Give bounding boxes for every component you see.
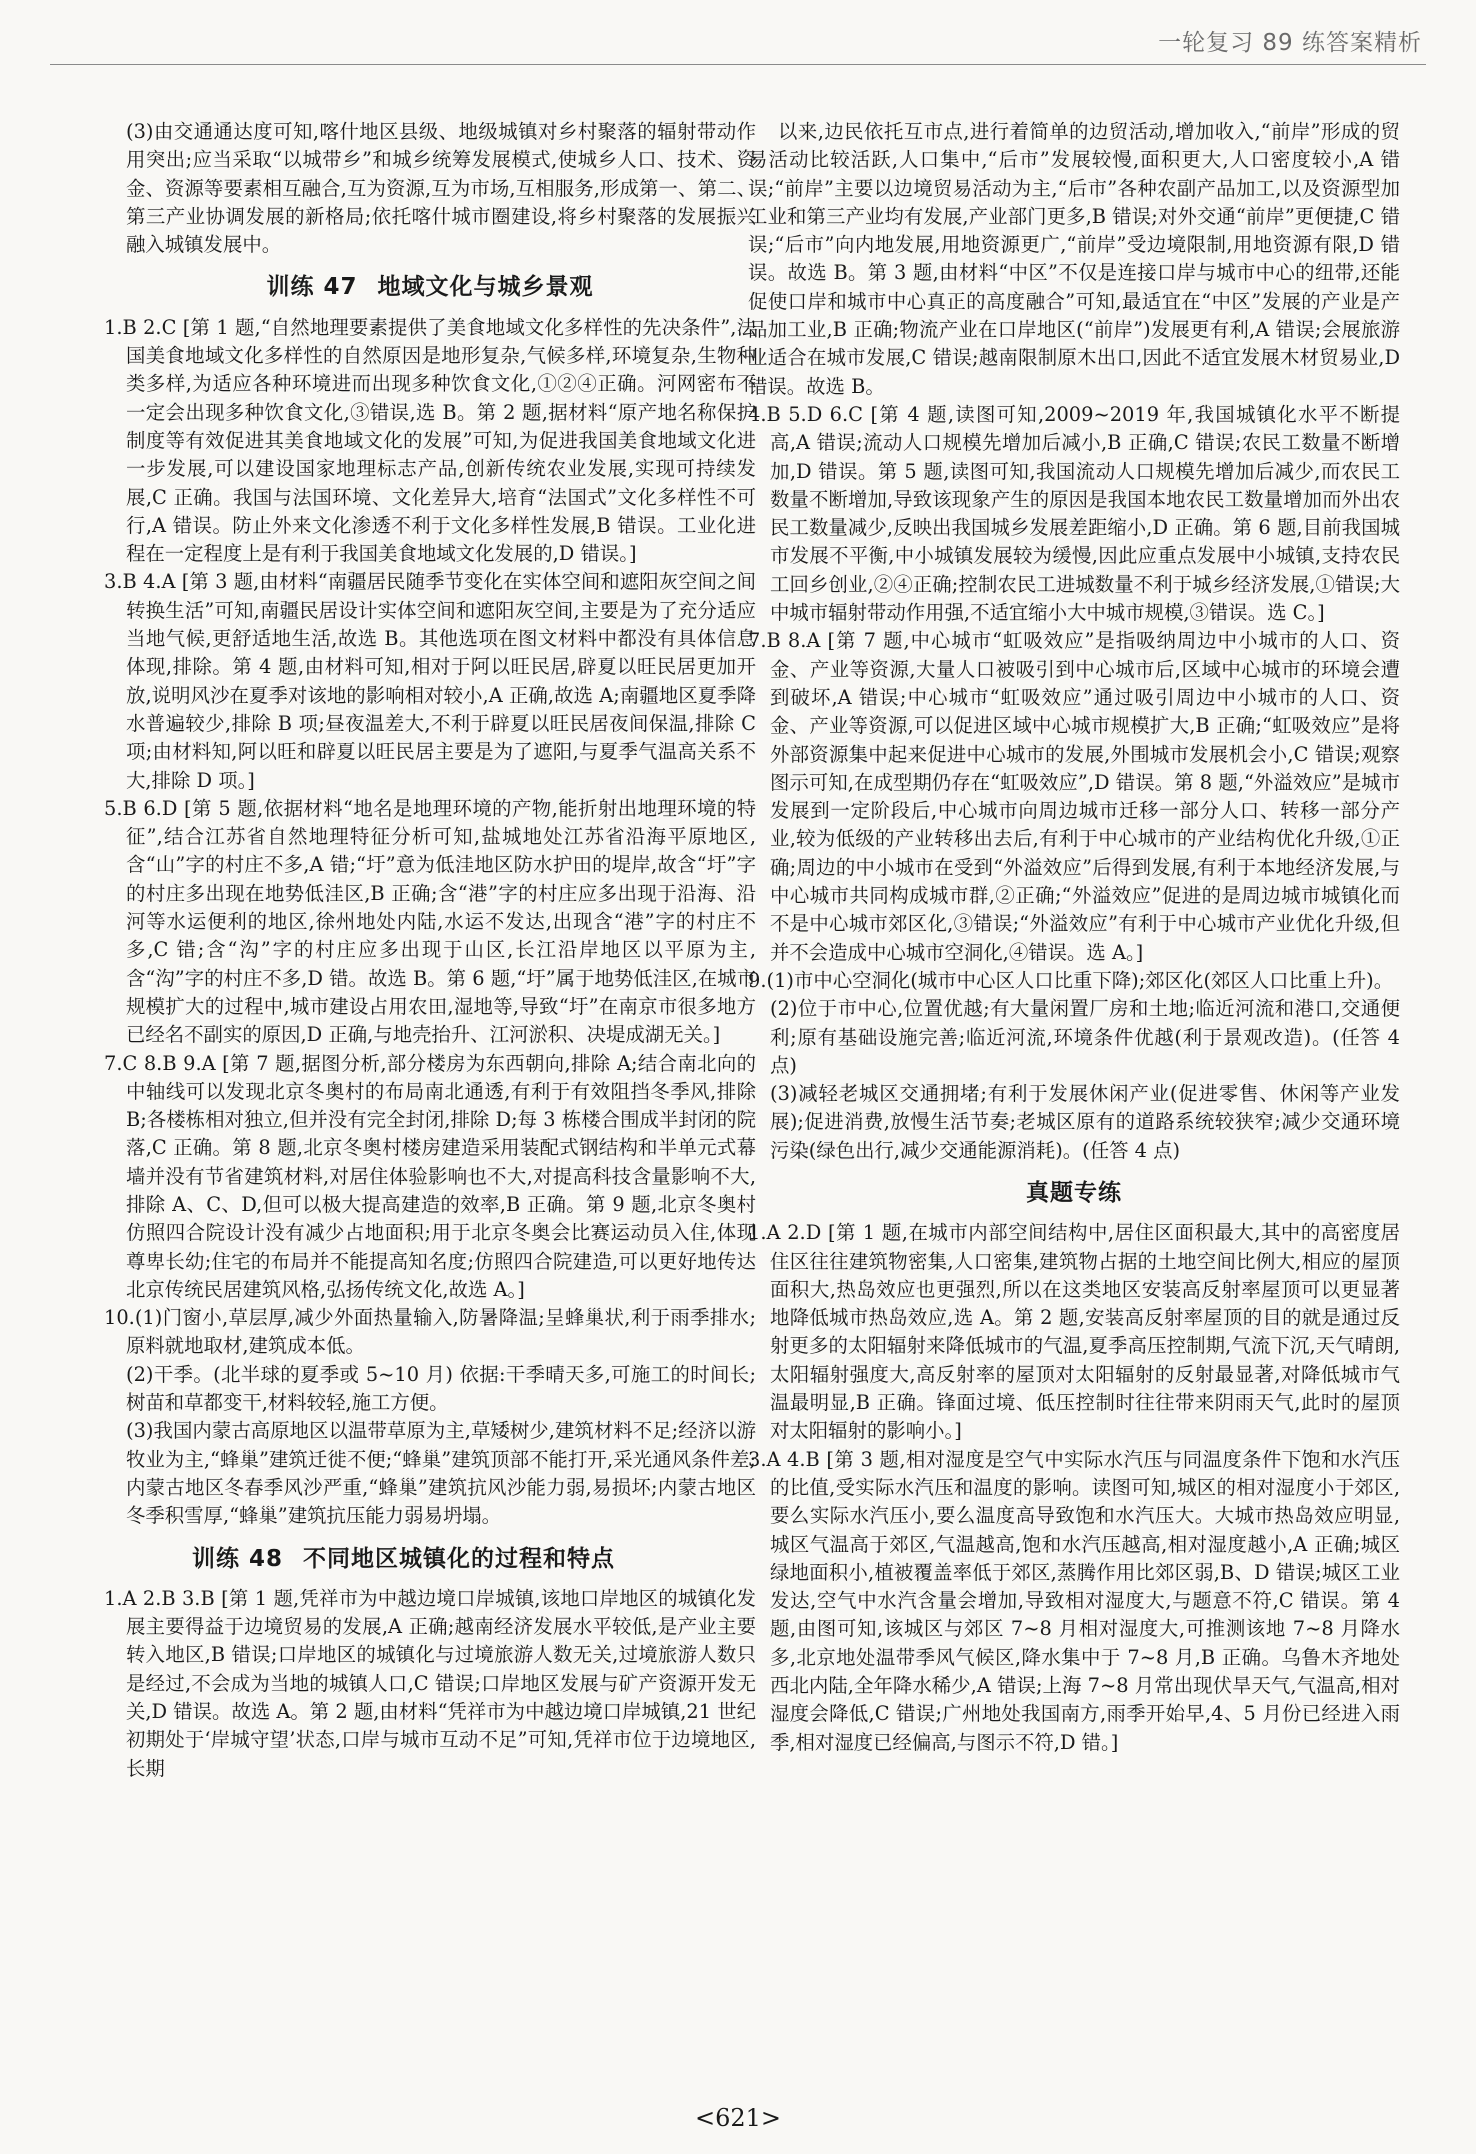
answer-paragraph: (2)位于市中心,位置优越;有大量闲置厂房和土地;临近河流和港口,交通便利;原有基础设施完善;临近河流,环境条件优越(利于景观改造)。(任答 4 点) bbox=[770, 997, 1400, 1077]
answer-paragraph: 9.(1)市中心空洞化(城市中心区人口比重下降);郊区化(郊区人口比重上升)。 bbox=[748, 968, 1394, 992]
section-number: 训练 47 bbox=[266, 274, 358, 301]
running-header: 一轮复习 89 练答案精析 bbox=[1158, 30, 1422, 56]
page-number: <621> bbox=[694, 2104, 782, 2132]
answer-paragraph: 以来,边民依托互市点,进行着简单的边贸活动,增加收入,“前岸”形成的贸易活动比较活跃,人口集中,“后市”发展较慢,面积更大,人口密度较小,A 错误;“前岸”主要以边境贸易活动为主,“后市”各种农副产品加工,以及资源型加工业和第三产业均有发展,产业部门更多,B 错误;对外交通“前岸”更便捷,C 错误;“后市”向内地发展,用地资源更广,“前岸”受边境限制,用地资源有限,D 错误。故选 B。第 3 题,由材料“中区”不仅是连接口岸与城市中心的纽带,还能促使口岸和城市中心真正的高度融合”可知,最适宜在“中区”发展的产业是产品加工业,B 正确;物流产业在口岸地区(“前岸”)发展更有利,A 错误;会展旅游业适合在城市发展,C 错误;越南限制原木出口,因此不适宜发展木材贸易业,D 错误。故选 B。 bbox=[748, 120, 1400, 398]
section-title: 真题专练 bbox=[1026, 1179, 1122, 1206]
answer-paragraph: 3.A 4.B [第 3 题,相对湿度是空气中实际水汽压与同温度条件下饱和水汽压的比值,受实际水汽压和温度的影响。读图可知,城区的相对湿度小于郊区,要么实际水汽压小,要么温度高导致饱和水汽压大。大城市热岛效应明显,城区气温高于郊区,气温越高,饱和水汽压越高,相对湿度越小,A 正确;城区绿地面积小,植被覆盖率低于郊区,蒸腾作用比郊区弱,B、D 错误;城区工业发达,空气中水汽含量会增加,导致相对湿度大,与题意不符,C 错误。第 4 题,由图可知,该城区与郊区 7~8 月相对湿度大,可推测该地 7~8 月降水多,北京地处温带季风气候区,降水集中于 7~8 月,B 正确。乌鲁木齐地处西北内陆,全年降水稀少,A 错误;上海 7~8 月常出现伏旱天气,气温高,相对湿度会降低,C 错误;广州地处我国南方,雨季开始早,4、5 月份已经进入雨季,相对湿度已经偏高,与图示不符,D 错。] bbox=[748, 1447, 1400, 1754]
answer-paragraph: (3)由交通通达度可知,喀什地区县级、地级城镇对乡村聚落的辐射带动作用突出;应当采取“以城带乡”和城乡统筹发展模式,使城乡人口、技术、资金、资源等要素相互融合,互为资源,互为市场,互相服务,形成第一、第二、第三产业协调发展的新格局;依托喀什城市圈建设,将乡村聚落的发展振兴融入城镇发展中。 bbox=[126, 120, 756, 257]
answer-paragraph: 7.C 8.B 9.A [第 7 题,据图分析,部分楼房为东西朝向,排除 A;结合南北向的中轴线可以发现北京冬奥村的布局南北通透,有利于有效阻挡冬季风,排除 B;各楼栋相对独立,但并没有完全封闭,排除 D;每 3 栋楼合围成半封闭的院落,C 正确。第 8 题,北京冬奥村楼房建造采用装配式钢结构和半单元式幕墙并没有节省建筑材料,对居住体验影响也不大,对提高科技含量影响不大,排除 A、C、D,但可以极大提高建造的效率,B 正确。第 9 题,北京冬奥村仿照四合院设计没有减少占地面积;用于北京冬奥会比赛运动员入住,体现尊卑长幼;住宅的布局并不能提高知名度;仿照四合院建造,可以更好地传达北京传统民居建筑风格,弘扬传统文化,故选 A。] bbox=[104, 1051, 756, 1301]
left-column bbox=[104, 118, 756, 1783]
answer-paragraph: 5.B 6.D [第 5 题,依据材料“地名是地理环境的产物,能折射出地理环境的特征”,结合江苏省自然地理特征分析可知,盐城地处江苏省沿海平原地区,含“山”字的村庄不多,A 错;“圩”意为低洼地区防水护田的堤岸,故含“圩”字的村庄多出现在地势低洼区,B 正确;含“港”字的村庄应多出现于沿海、沿河等水运便利的地区,徐州地处内陆,水运不发达,出现含“港”字的村庄不多,C 错;含“沟”字的村庄应多出现于山区,长江沿岸地区以平原为主,含“沟”字的村庄不多,D 错。故选 B。第 6 题,“圩”属于地势低洼区,在城市规模扩大的过程中,城市建设占用农田,湿地等,导致“圩”在南京市很多地方已经名不副实的原因,D 正确,与地壳抬升、江河淤积、决堤成湖无关。] bbox=[104, 796, 756, 1047]
answer-paragraph: 1.A 2.D [第 1 题,在城市内部空间结构中,居住区面积最大,其中的高密度居住区往往建筑物密集,人口密集,建筑物占据的土地空间比例大,相应的屋顶面积大,热岛效应也更强烈,所以在这类地区安装高反射率屋顶可以更显著地降低城市热岛效应,选 A。第 2 题,安装高反射率屋顶的目的就是通过反射更多的太阳辐射来降低城市的气温,夏季高压控制期,气流下沉,天气晴朗,太阳辐射强度大,高反射率的屋顶对太阳辐射的反射最显著,对降低城市气温最明显,B 正确。锋面过境、低压控制时往往带来阴雨天气,此时的屋顶对太阳辐射的影响小。] bbox=[748, 1221, 1400, 1443]
section-heading bbox=[748, 1179, 1400, 1207]
answer-paragraph: 7.B 8.A [第 7 题,中心城市“虹吸效应”是指吸纳周边中小城市的人口、资金、产业等资源,大量人口被吸引到中心城市后,区域中心城市的环境会遭到破坏,A 错误;中心城市“虹吸效应”通过吸引周边中小城市的人口、资金、产业等资源,可以促进区域中心城市规模扩大,B 正确;“虹吸效应”是将外部资源集中起来促进中心城市的发展,外围城市发展机会小,C 错误;观察图示可知,在成型期仍存在“虹吸效应”,D 错误。第 8 题,“外溢效应”是城市发展到一定阶段后,中心城市向周边城市迁移一部分人口、转移一部分产业,较为低级的产业转移出去后,有利于中心城市的产业结构优化升级,①正确;周边的中小城市在受到“外溢效应”后得到发展,有利于本地经济发展,与中心城市共同构成城市群,②正确;“外溢效应”促进的是周边城市城镇化而不是中心城市郊区化,③错误;“外溢效应”有利于中心城市产业优化升级,但并不会造成中心城市空洞化,④错误。选 A。] bbox=[748, 629, 1400, 964]
answer-paragraph: 1.B 2.C [第 1 题,“自然地理要素提供了美食地域文化多样性的先决条件”,法国美食地域文化多样性的自然原因是地形复杂,气候多样,环境复杂,生物种类多样,为适应各种环境进而出现多种饮食文化,①②④正确。河网密布不一定会出现多种饮食文化,③错误,选 B。第 2 题,据材料“原产地名称保护制度等有效促进其美食地域文化的发展”可知,为促进我国美食地域文化进一步发展,可以建设国家地理标志产品,创新传统农业发展,实现可持续发展,C 正确。我国与法国环境、文化差异大,培育“法国式”文化多样性不可行,A 错误。防止外来文化渗透不利于文化多样性发展,B 错误。工业化进程在一定程度上是有利于我国美食地域文化发展的,D 错误。] bbox=[104, 315, 756, 566]
answer-paragraph: (3)减轻老城区交通拥堵;有利于发展休闲产业(促进零售、休闲等产业发展);促进消费,放慢生活节奏;老城区原有的道路系统较狭窄;减少交通环境污染(绿色出行,减少交通能源消耗)。(任答 4 点) bbox=[770, 1082, 1400, 1162]
section-title: 地域文化与城乡景观 bbox=[377, 274, 594, 301]
answer-paragraph: 4.B 5.D 6.C [第 4 题,读图可知,2009~2019 年,我国城镇化水平不断提高,A 错误;流动人口规模先增加后减小,B 正确,C 错误;农民工数量不断增加,D 错误。第 5 题,读图可知,我国流动人口规模先增加后减少,而农民工数量不断增加,导致该现象产生的原因是我国本地农民工数量增加而外出农民工数量减少,反映出我国城乡发展差距缩小,D 正确。第 6 题,目前我国城市发展不平衡,中小城镇发展较为缓慢,因此应重点发展中小城镇,支持农民工回乡创业,②④正确;控制农民工进城数量不利于城乡经济发展,①错误;大中城市辐射带动作用强,不适宜缩小大中城市规模,③错误。选 C。] bbox=[748, 402, 1400, 625]
section-heading bbox=[104, 1545, 756, 1573]
section-number: 训练 48 bbox=[192, 1545, 284, 1572]
right-column bbox=[748, 118, 1400, 1757]
header-rule bbox=[50, 64, 1426, 65]
answer-paragraph: 10.(1)门窗小,草层厚,减少外面热量输入,防暑降温;呈蜂巢状,利于雨季排水;原料就地取材,建筑成本低。 bbox=[104, 1306, 756, 1358]
answer-paragraph: (3)我国内蒙古高原地区以温带草原为主,草矮树少,建筑材料不足;经济以游牧业为主,“蜂巢”建筑迁徙不便;“蜂巢”建筑顶部不能打开,采光通风条件差;内蒙古地区冬春季风沙严重,“蜂巢”建筑抗风沙能力弱,易损坏;内蒙古地区冬季积雪厚,“蜂巢”建筑抗压能力弱易坍塌。 bbox=[126, 1419, 756, 1528]
answer-paragraph: 1.A 2.B 3.B [第 1 题,凭祥市为中越边境口岸城镇,该地口岸地区的城镇化发展主要得益于边境贸易的发展,A 正确;越南经济发展水平较低,是产业主要转入地区,B 错误;口岸地区的城镇化与过境旅游人数无关,过境旅游人数只是经过,不会成为当地的城镇人口,C 错误;口岸地区发展与矿产资源开发无关,D 错误。故选 A。第 2 题,由材料“凭祥市为中越边境口岸城镇,21 世纪初期处于‘岸城守望’状态,口岸与城市互动不足”可知,凭祥市位于边境地区,长期 bbox=[104, 1586, 756, 1780]
section-heading bbox=[104, 273, 756, 301]
section-title: 不同地区城镇化的过程和特点 bbox=[303, 1545, 616, 1572]
answer-paragraph: 3.B 4.A [第 3 题,由材料“南疆居民随季节变化在实体空间和遮阳灰空间之间转换生活”可知,南疆民居设计实体空间和遮阳灰空间,主要是为了充分适应当地气候,更舒适地生活,故选 B。其他选项在图文材料中都没有具体信息体现,排除。第 4 题,由材料可知,相对于阿以旺民居,辟夏以旺民居更加开放,说明风沙在夏季对该地的影响相对较小,A 正确,故选 A;南疆地区夏季降水普遍较少,排除 B 项;昼夜温差大,不利于辟夏以旺民居夜间保温,排除 C 项;由材料知,阿以旺和辟夏以旺民居主要是为了遮阳,与夏季气温高关系不大,排除 D 项。] bbox=[104, 570, 756, 792]
answer-paragraph: (2)干季。(北半球的夏季或 5~10 月) 依据:干季晴天多,可施工的时间长;树苗和草都变干,材料较轻,施工方便。 bbox=[126, 1362, 756, 1415]
